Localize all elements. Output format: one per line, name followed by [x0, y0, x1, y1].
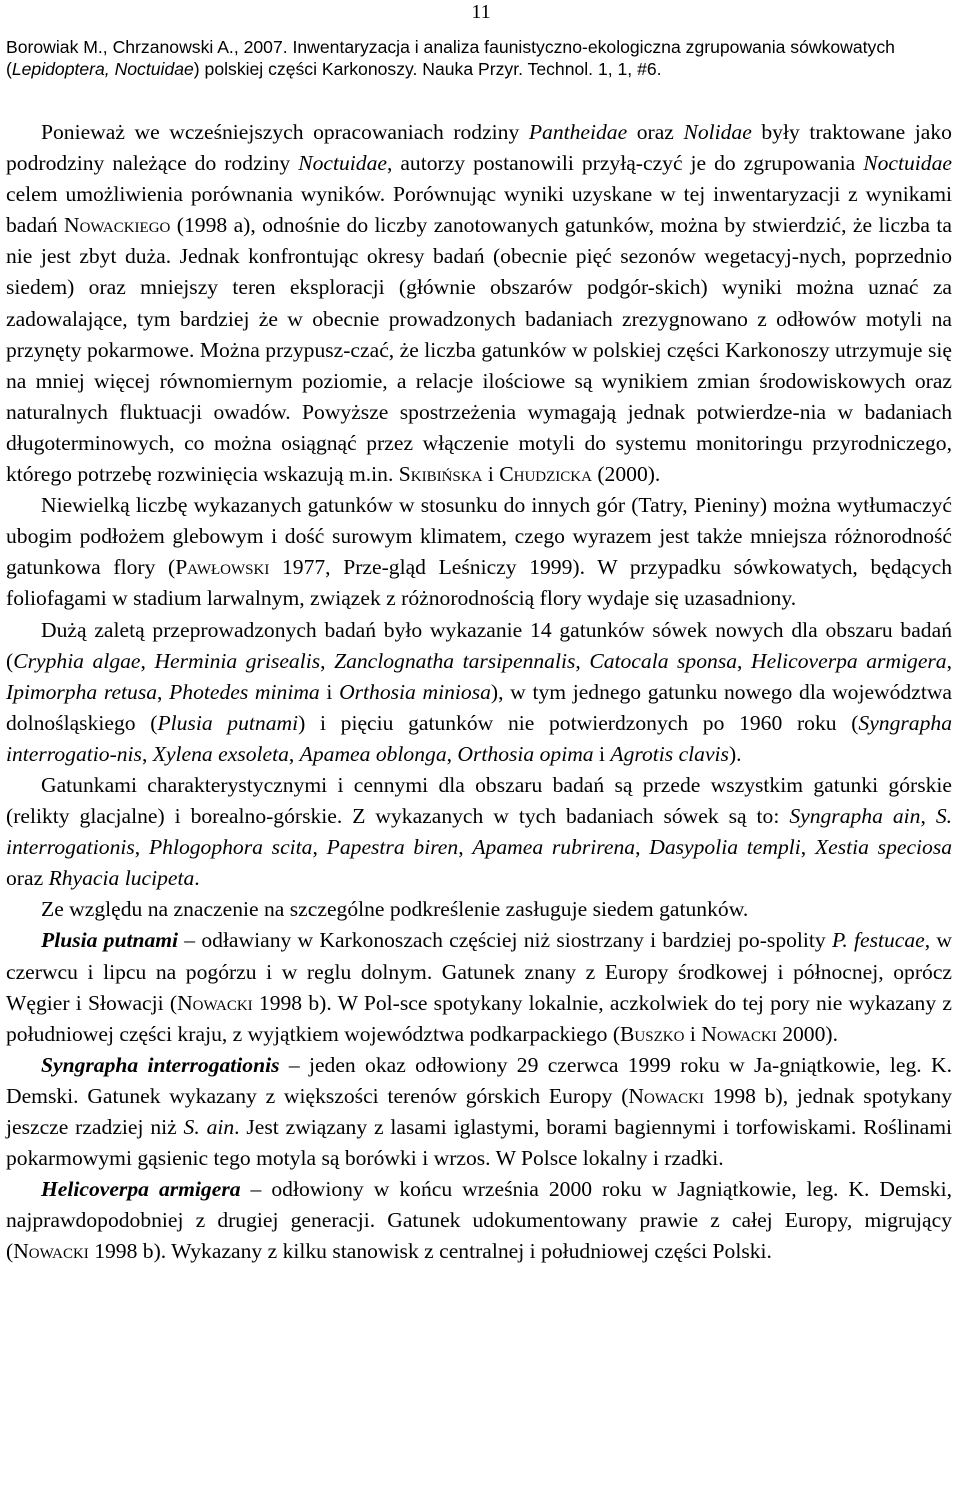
paragraph-plusia-putnami: Plusia putnami – odławiany w Karkonoszach częściej niż siostrzany i bardziej po-spolity P. festucae, w czerwcu i lipcu na pogórzu i w reglu dolnym. Gatunek znany z Europy środkowej i północnej, oprócz Węgier i Słowacji (Nowacki 1998 b). W Pol-sce spotykany lokalnie, aczkolwiek do tej pory nie wykazany z południowej części kraju, z wyjątkiem województwa podkarpackiego (Buszko i Nowacki 2000).: [6, 928, 952, 1046]
citation-taxon: Lepidoptera, Noctuidae: [11, 59, 194, 79]
citation-header: [6, 36, 954, 80]
page-number: 11: [471, 1, 491, 23]
paragraph-seven-species: Ze względu na znaczenie na szczególne podkreślenie zasługuje siedem gatunków.: [41, 897, 749, 922]
paragraph-species-count: Niewielką liczbę wykazanych gatunków w stosunku do innych gór (Tatry, Pieniny) można wytłumaczyć ubogim podłożem glebowym i dość surowym klimatem, czego wyrazem jest także mniejsza różnorodność gatunkowa flory (Pawłowski 1977, Prze-gląd Leśniczy 1999). W przypadku sówkowatych, będących foliofagami w stadium larwalnym, związek z różnorodnością flory wydaje się uzasadniony.: [6, 493, 952, 611]
paragraph-characteristic-species: Gatunkami charakterystycznymi i cennymi dla obszaru badań są przede wszystkim gatunki górskie (relikty glacjalne) i borealno-górskie. Z wykazanych w tych badaniach sówek są to: Syngrapha ain, S. interrogationis, Phlogophora scita, Papestra biren, Apamea rubrirena, Dasypolia templi, Xestia speciosa oraz Rhyacia lucipeta.: [6, 772, 953, 891]
article-body: [6, 117, 952, 1267]
species-name-syngrapha-interrogationis: Syngrapha interrogationis: [41, 1052, 280, 1077]
citation-line-1: Borowiak M., Chrzanowski A., 2007. Inwentaryzacja i analiza faunistyczno-ekologiczna zgrupowania sówkowatych: [6, 37, 895, 57]
species-name-plusia-putnami: Plusia putnami: [41, 928, 179, 953]
paragraph-comparison: Ponieważ we wcześniejszych opracowaniach rodziny Pantheidae oraz Nolidae były traktowane jako podrodziny należące do rodziny Noctuidae, autorzy postanowili przyłą-czyć je do zgrupowania Noctuidae celem umożliwienia porównania wyników. Porównując wyniki uzyskane w tej inwentaryzacji z wynikami badań Nowackiego (1998 a), odnośnie do liczby zanotowanych gatunków, można by stwierdzić, że liczba ta nie jest zbyt duża. Jednak konfrontując okresy badań (obecnie pięć sezonów wegetacyj-nych, poprzednio siedem) oraz mniejszy teren eksploracji (głównie obszarów podgór-skich) wyniki można uznać za zadowalające, tym bardziej że w obecnie prowadzonych badaniach zrezygnowano z odłowów motyli na przynęty pokarmowe. Można przypusz-czać, że liczba gatunków w polskiej części Karkonoszy utrzymuje się na mniej więcej równomiernym poziomie, a relacje ilościowe są wynikiem zmian środowiskowych oraz naturalnych fluktuacji owadów. Powyższe spostrzeżenia wymagają jednak potwierdze-nia w badaniach długoterminowych, co można osiągnąć przez włączenie motyli do systemu monitoringu przyrodniczego, którego potrzebę rozwinięcia wskazują m.in. Skibińska i Chudzicka (2000).: [6, 120, 952, 487]
paragraph-new-species: Dużą zaletą przeprowadzonych badań było wykazanie 14 gatunków sówek nowych dla obszaru badań (Cryphia algae, Herminia grisealis, Zanclognatha tarsipennalis, Catocala sponsa, Helicoverpa armigera, Ipimorpha retusa, Photedes minima i Orthosia miniosa), w tym jednego gatunku nowego dla województwa dolnośląskiego (Plusia putnami) i pięciu gatunków nie potwierdzonych po 1960 roku (Syngrapha interrogatio-nis, Xylena exsoleta, Apamea oblonga, Orthosia opima i Agrotis clavis).: [6, 617, 953, 766]
paragraph-syngrapha-interrogationis: Syngrapha interrogationis – jeden okaz odłowiony 29 czerwca 1999 roku w Ja-gniątkowie, leg. K. Demski. Gatunek wykazany z większości terenów górskich Europy (Nowacki 1998 b), jednak spotykany jeszcze rzadziej niż S. ain. Jest związany z lasami iglastymi, borami bagiennymi i torfowiskami. Roślinami pokarmowymi gąsienic tego motyla są borówki i wrzos. W Polsce lokalny i rzadki.: [6, 1052, 952, 1171]
citation-line-2: (Lepidoptera, Noctuidae) polskiej części Karkonoszy. Nauka Przyr. Technol. 1, 1, #6.: [6, 59, 662, 79]
paragraph-helicoverpa-armigera: Helicoverpa armigera – odłowiony w końcu września 2000 roku w Jagniątkowie, leg. K. Demski, najprawdopodobniej z drugiej generacji. Gatunek udokumentowany prawie z całej Europy, migrujący (Nowacki 1998 b). Wykazany z kilku stanowisk z centralnej i południowej części Polski.: [6, 1177, 953, 1264]
species-name-helicoverpa-armigera: Helicoverpa armigera: [41, 1177, 241, 1202]
